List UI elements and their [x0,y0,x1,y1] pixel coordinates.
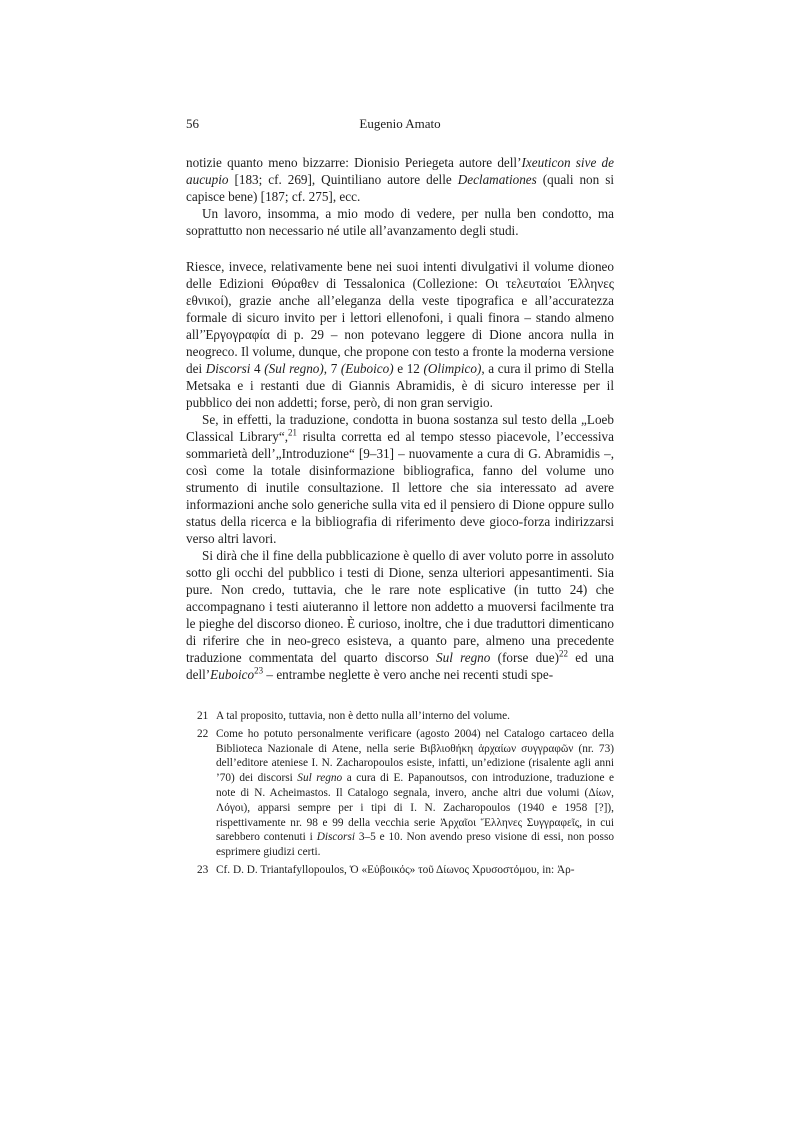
italic-text: (Euboico) [340,361,394,376]
paragraph [186,547,614,683]
text-run: Come ho potuto personalmente verificare (agosto 2004) nel Catalogo cartaceo della Biblioteca Nazionale di Atene, nella serie Βιβλιοθήκη ἀρχαίων συγγραφῶν (nr. 73) dell’editore ateniese I. N. Zacharopoulos esiste, infatti, un’edizione (risalente agli anni ’70) dei discorsi [216,727,614,785]
footnote-ref: 21 [288,427,298,438]
italic-text: Euboico [210,667,255,682]
italic-text: Discorsi [205,361,251,376]
text-run: 4 [250,361,265,376]
footnote-text [216,728,614,858]
text-run: Se, in effetti, la traduzione, condotta in buona sostanza sul testo della „Loeb Classical Library“, [186,412,614,444]
text-run: (forse due) [490,650,560,665]
text-run: , a cura il primo di Stella Metsaka e i restanti due di Giannis Abramidis, è di sicuro interesse per il pubblico dei non addetti; forse, però, di non gran servigio. [186,361,614,410]
footnote [186,709,614,724]
text-column [186,116,614,881]
page-number: 56 [186,116,199,131]
footnotes [186,709,614,878]
italic-text: Sul regno [297,772,343,785]
footnote-ref: 22 [559,648,569,659]
footnote-text [216,864,575,876]
paragraph [186,411,614,547]
paragraph [186,258,614,411]
footnote-text [216,710,510,722]
footnote-number: 22 [197,727,209,740]
text-run: ed una dell’ [186,650,614,682]
footnote-number: 23 [197,863,209,876]
italic-text: (Olimpico) [423,361,482,376]
footnote-number: 21 [197,710,209,722]
italic-text: Ixeuticon sive de aucupio [186,155,614,187]
italic-text: Discorsi [316,831,355,844]
text-run: Un lavoro, insomma, a mio modo di vedere, per nulla ben condotto, ma soprattutto non necessario né utile all’avanzamento degli studi. [186,206,614,238]
body-text [186,154,614,683]
page-header [186,116,614,132]
text-run: notizie quanto meno bizzarre: Dionisio Periegeta autore dell’ [186,155,522,170]
paragraph [186,154,614,205]
text-run: [183; cf. 269], Quintiliano autore delle [228,172,458,187]
text-run: 3–5 e 10. Non avendo preso visione di essi, non posso esprimere giudizi certi. [216,831,614,859]
footnote-ref: 23 [254,665,264,676]
italic-text: Sul regno [436,650,491,665]
italic-text: (Sul regno) [264,361,324,376]
text-run: , 7 [323,361,341,376]
paragraph [186,205,614,239]
running-header: Eugenio Amato [359,116,441,131]
text-run: e 12 [393,361,424,376]
text-run: Si dirà che il fine della pubblicazione è quello di aver voluto porre in assoluto sotto gli occhi del pubblico i testi di Dione, senza ulteriori appesantimenti. Sia pure. Non credo, tuttavia, che le rare note esplicative (in tutto 24) che accompagnano i testi aiuteranno il lettore non addetto a muoversi facilmente tra le pieghe del discorso dioneo. È curioso, inoltre, che i due traduttori dimenticano di riferire che in neo-greco esisteva, a quanto pare, almeno una precedente traduzione commentata del quarto discorso [186,548,614,665]
text-run: – entrambe neglette è vero anche nei recenti studi spe- [263,667,554,682]
footnote [186,863,614,878]
text-run: A tal proposito, tuttavia, non è detto nulla all’interno del volume. [216,710,510,722]
footnote [186,727,614,860]
text-run: a cura di E. Papanoutsos, con introduzione, traduzione e note di N. Acheimastos. Il Catalogo segnala, invero, anche altri due volumi (Δίων, Λόγοι), apparsi sempre per i tipi di I. N. Zacharopoulos (1940 e 1958 [?]), rispettivamente nr. 98 e 99 della vecchia serie Ἀρχαῖοι Ἕλληνες Συγγραφεῖς, in cui sarebbero contenuti i [216,772,614,844]
italic-text: Declamationes [457,172,537,187]
text-run: (quali non si capisce bene) [187; cf. 275], ecc. [186,172,614,204]
text-run: Riesce, invece, relativamente bene nei suoi intenti divulgativi il volume dioneo delle Edizioni Θύραθεν di Tessalonica (Collezione: Οι τελευταίοι Έλληνες εθνικοί), grazie anche all’eleganza della veste tipografica e all’accuratezza formale di sicuro invito per i lettori ellenofoni, i quali finora – stando almeno all’Ἐργογραφία di p. 29 – non potevano leggere di Dione ancora nulla in neogreco. Il volume, dunque, che propone con testo a fronte la moderna versione dei [186,259,614,376]
text-run: risulta corretta ed al tempo stesso piacevole, l’eccessiva sommarietà dell’„Introduzione“ [9–31] – nuovamente a cura di G. Abramidis –, così come la totale disinformazione bibliografica, fanno del volume uno strumento di inutile consultazione. Il lettore che sia interessato ad avere informazioni anche solo generiche sulla vita ed il pensiero di Dione oppure sullo status della ricerca e la bibliografia di riferimento deve gioco-forza indirizzarsi verso altri lavori. [186,429,614,546]
text-run: Cf. D. D. Triantafyllopoulos, Ὁ «Εὐβοικός» τοῦ Δίωνος Χρυσοστόμου, in: Ἀρ- [216,863,575,876]
